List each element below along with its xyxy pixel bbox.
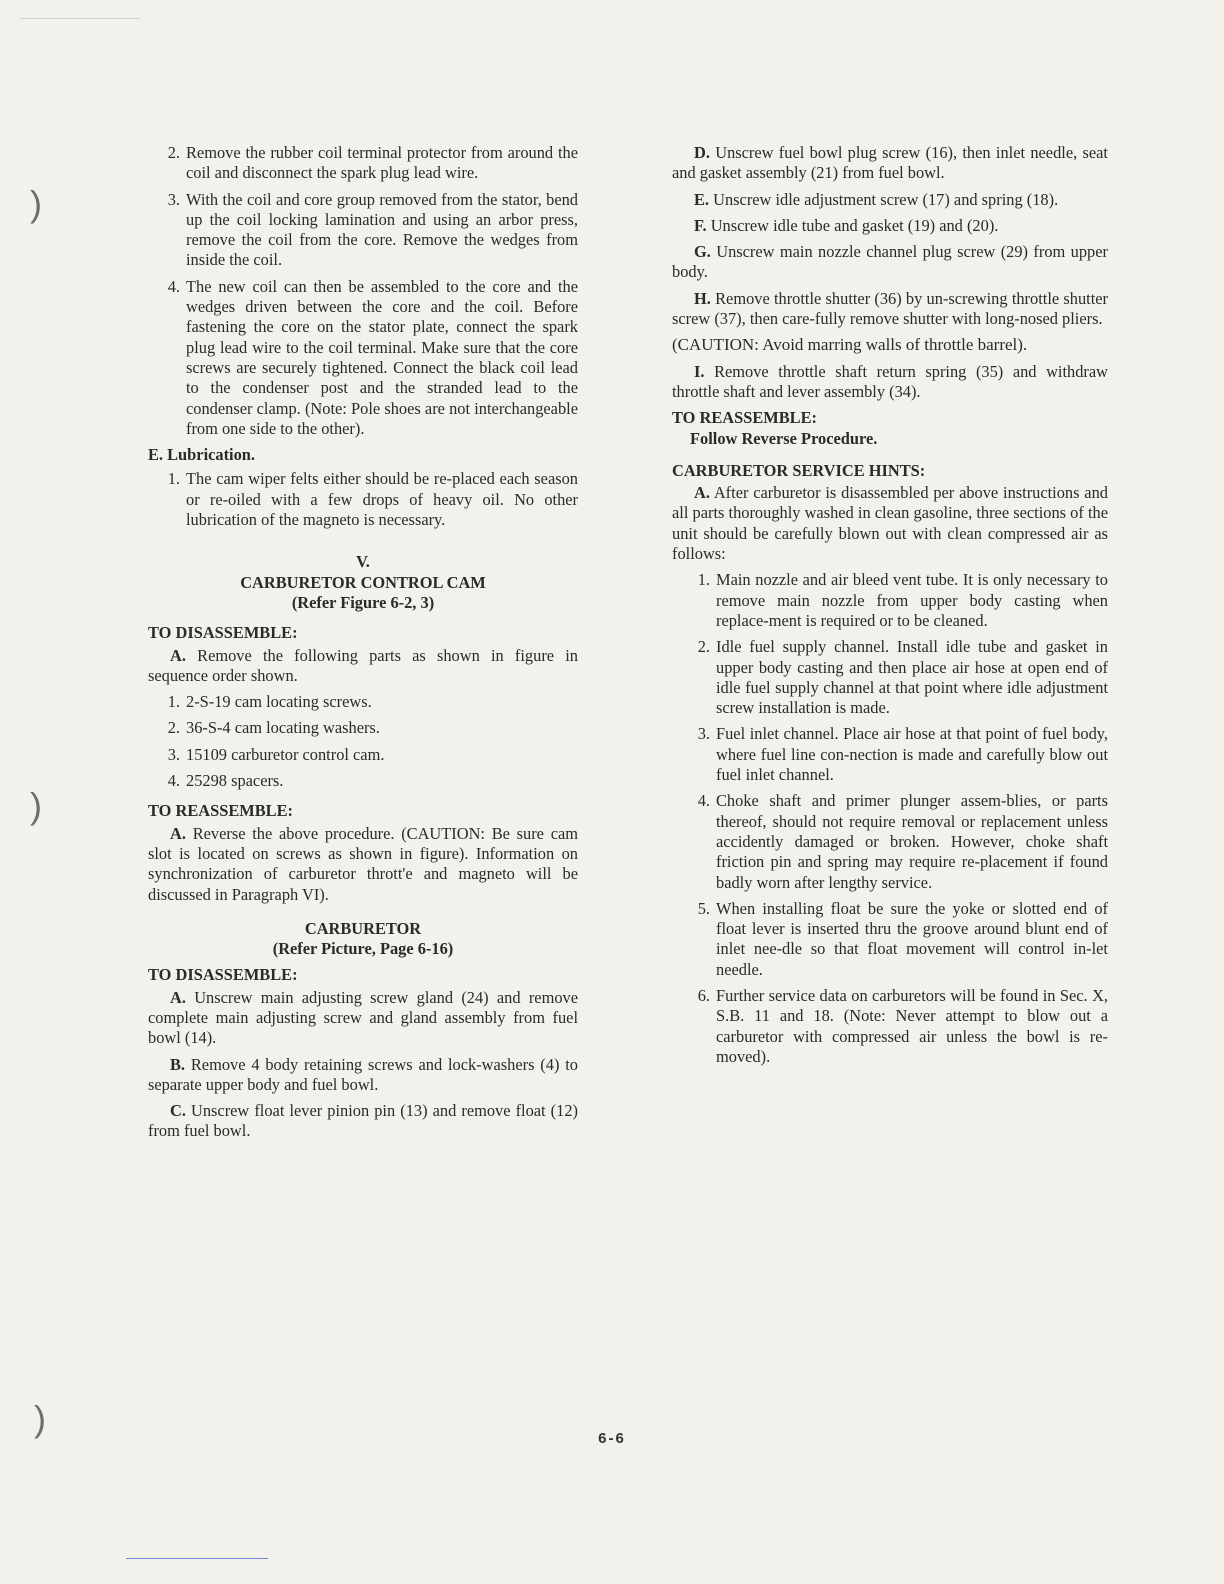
section-roman-numeral: V. xyxy=(356,552,370,572)
parts-list xyxy=(148,692,578,791)
carburetor-title: CARBURETOR xyxy=(304,918,422,938)
step-paragraph: A. Unscrew main adjusting screw gland (24) and remove complete main adjusting screw and gland assembly from fuel bowl (14). xyxy=(148,987,578,1048)
left-column xyxy=(148,143,578,1148)
binder-hole-mark: ) xyxy=(30,183,42,224)
scan-artifact-line xyxy=(126,1558,268,1559)
list-item: 1. Main nozzle and air bleed vent tube. It is only necessary to remove main nozzle from upper body casting when replace-ment is required or to be cleaned. xyxy=(697,570,1108,630)
step-paragraph: E. Unscrew idle adjustment screw (17) and spring (18). xyxy=(694,189,1059,209)
list-item: 4. 25298 spacers. xyxy=(167,771,284,791)
list-item: 1. 2-S-19 cam locating screws. xyxy=(167,692,372,712)
section-reference: (Refer Figure 6-2, 3) xyxy=(291,592,435,612)
paragraph: A. Remove the following parts as shown in figure in sequence order shown. xyxy=(148,645,578,685)
list-item: 2. Remove the rubber coil terminal protector from around the coil and disconnect the spark plug lead wire. xyxy=(167,143,578,183)
right-column xyxy=(672,143,1108,1073)
page-number: 6-6 xyxy=(598,1430,626,1447)
step-paragraph: G. Unscrew main nozzle channel plug screw (29) from upper body. xyxy=(672,242,1108,282)
scan-artifact-line xyxy=(20,18,140,19)
step-paragraph: D. Unscrew fuel bowl plug screw (16), then inlet needle, seat and gasket assembly (21) from fuel bowl. xyxy=(672,143,1108,183)
list-item: 4. The new coil can then be assembled to the core and the wedges driven between the core and the coil. Before fastening the core on the stator plate, connect the spark plug lead wire to the coil terminal. Make sure that the core screws are securely tightened. Connect the black coil lead to the condenser post and the stranded lead to the condenser clamp. (Note: Pole shoes are not interchangeable from one side to the other). xyxy=(167,276,578,438)
lubrication-heading: E. Lubrication. xyxy=(148,445,256,465)
carburetor-reference: (Refer Picture, Page 6-16) xyxy=(272,939,454,959)
list-item: 4. Choke shaft and primer plunger assem-blies, or parts thereof, should not require removal or replacement unless accidently damaged or broken. However, choke shaft friction pin and spring may require re-placement if found badly worn after lengthy service. xyxy=(697,791,1108,892)
reassemble-instruction: Follow Reverse Procedure. xyxy=(690,428,878,448)
step-paragraph: C. Unscrew float lever pinion pin (13) and remove float (12) from fuel bowl. xyxy=(148,1101,578,1141)
list-item: 3. Fuel inlet channel. Place air hose at that point of fuel body, where fuel line con-nection is made and carefully blow out fuel inlet channel. xyxy=(697,724,1108,785)
list-item: 2. Idle fuel supply channel. Install idle tube and gasket in upper body casting and then place air hose at open end of idle fuel supply channel at that point where idle adjustment screw installation is made. xyxy=(697,637,1108,718)
list-item: 3. 15109 carburetor control cam. xyxy=(167,744,385,764)
step-paragraph: B. Remove 4 body retaining screws and lock-washers (4) to separate upper body and fuel bowl. xyxy=(148,1054,578,1094)
paragraph: A. Reverse the above procedure. (CAUTION: Be sure cam slot is located on screws as shown in figure). Information on synchronization of carburetor thrott'e and magneto will be discussed in Paragraph VI). xyxy=(148,823,578,904)
section-title: CARBURETOR CONTROL CAM xyxy=(240,572,486,592)
caution-note: (CAUTION: Avoid marring walls of throttle barrel). xyxy=(672,335,1028,355)
step-paragraph: F. Unscrew idle tube and gasket (19) and (20). xyxy=(694,215,999,235)
list-item: 6. Further service data on carburetors will be found in Sec. X, S.B. 11 and 18. (Note: Never attempt to blow out a carburetor with compressed air unless the bowl is re-moved). xyxy=(697,985,1108,1066)
disassemble-heading: TO DISASSEMBLE: xyxy=(148,623,298,643)
step-paragraph: H. Remove throttle shutter (36) by un-screwing throttle shutter screw (37), then care-fully remove shutter with long-nosed pliers. xyxy=(672,288,1108,329)
list-item: 1. The cam wiper felts either should be re-placed each season or re-oiled with a few drops of heavy oil. No other lubrication of the magneto is necessary. xyxy=(167,469,578,530)
service-hints-heading: CARBURETOR SERVICE HINTS: xyxy=(672,460,926,480)
binder-hole-mark: ) xyxy=(30,785,42,826)
carb-disassemble-heading: TO DISASSEMBLE: xyxy=(148,965,298,985)
paragraph: A. After carburetor is disassembled per above instructions and all parts thoroughly washed in clean gasoline, three sections of the unit should be carefully blown out with clean compressed air as follows: xyxy=(672,483,1108,564)
list-item: 3. With the coil and core group removed from the stator, bend up the coil locking lamination and using an arbor press, remove the coil from the core. Remove the wedges from inside the coil. xyxy=(167,189,578,270)
coil-steps-list xyxy=(148,143,578,439)
list-item: 2. 36-S-4 cam locating washers. xyxy=(167,718,380,738)
binder-hole-mark: ) xyxy=(34,1398,46,1439)
list-item: 5. When installing float be sure the yoke or slotted end of float lever is inserted thru the groove around blunt end of inlet nee-dle so that float movement will control in-let needle. xyxy=(697,898,1108,979)
step-paragraph: I. Remove throttle shaft return spring (35) and withdraw throttle shaft and lever assembly (34). xyxy=(672,361,1108,401)
reassemble-heading: TO REASSEMBLE: xyxy=(148,801,293,821)
service-hints-list xyxy=(672,570,1108,1067)
reassemble-heading: TO REASSEMBLE: xyxy=(672,408,817,428)
